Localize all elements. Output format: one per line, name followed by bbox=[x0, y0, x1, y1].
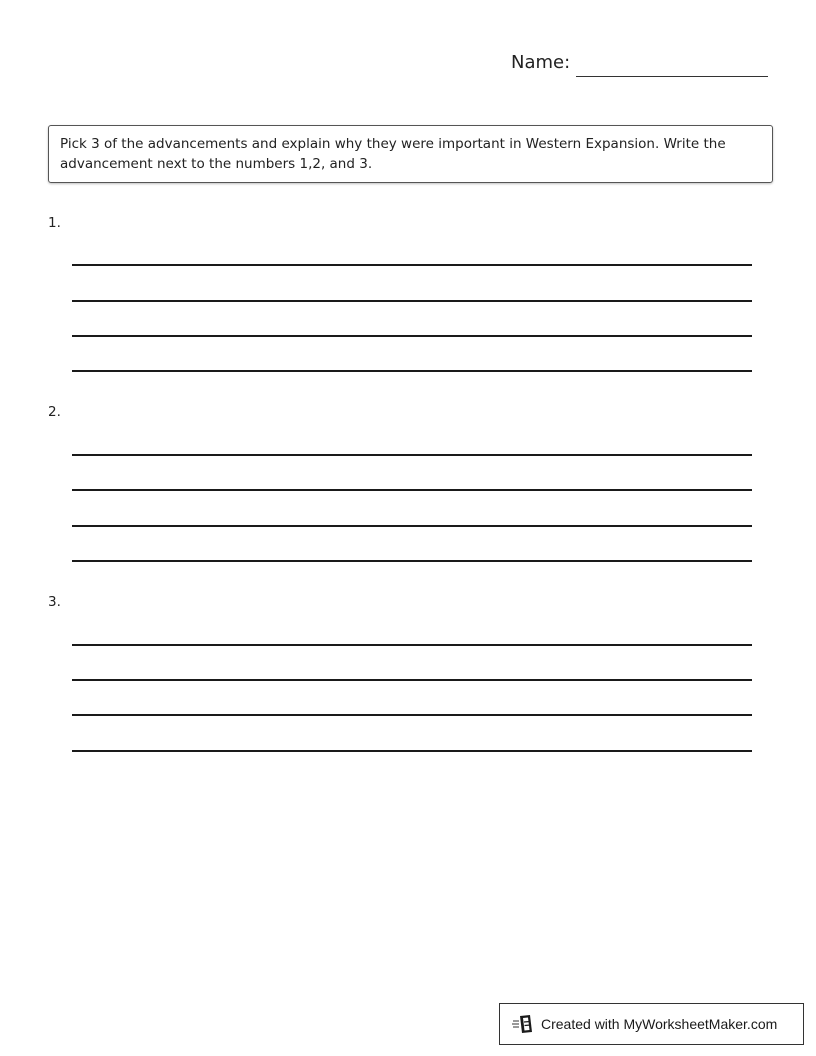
name-label: Name: bbox=[511, 52, 571, 73]
answer-line[interactable] bbox=[72, 714, 752, 716]
created-with-badge[interactable] bbox=[499, 1003, 804, 1045]
answer-line[interactable] bbox=[72, 489, 752, 491]
badge-text: Created with MyWorksheetMaker.com bbox=[541, 1016, 778, 1032]
question-number: 2. bbox=[48, 404, 61, 420]
answer-line[interactable] bbox=[72, 525, 752, 527]
answer-line[interactable] bbox=[72, 644, 752, 646]
answer-line[interactable] bbox=[72, 335, 752, 337]
name-write-line[interactable] bbox=[576, 76, 768, 77]
name-field[interactable] bbox=[511, 51, 769, 79]
instructions-box bbox=[48, 125, 773, 183]
answer-line[interactable] bbox=[72, 750, 752, 752]
answer-line[interactable] bbox=[72, 300, 752, 302]
question-number: 3. bbox=[48, 594, 61, 610]
answer-line[interactable] bbox=[72, 264, 752, 266]
worksheet-maker-logo-icon bbox=[512, 1013, 534, 1035]
instructions-text: Pick 3 of the advancements and explain why they were important in Western Expansion. Write the advancement next to the numbers 1,2, and 3. bbox=[60, 136, 726, 172]
answer-line[interactable] bbox=[72, 560, 752, 562]
question-number: 1. bbox=[48, 215, 61, 231]
answer-line[interactable] bbox=[72, 679, 752, 681]
answer-line[interactable] bbox=[72, 370, 752, 372]
answer-line[interactable] bbox=[72, 454, 752, 456]
